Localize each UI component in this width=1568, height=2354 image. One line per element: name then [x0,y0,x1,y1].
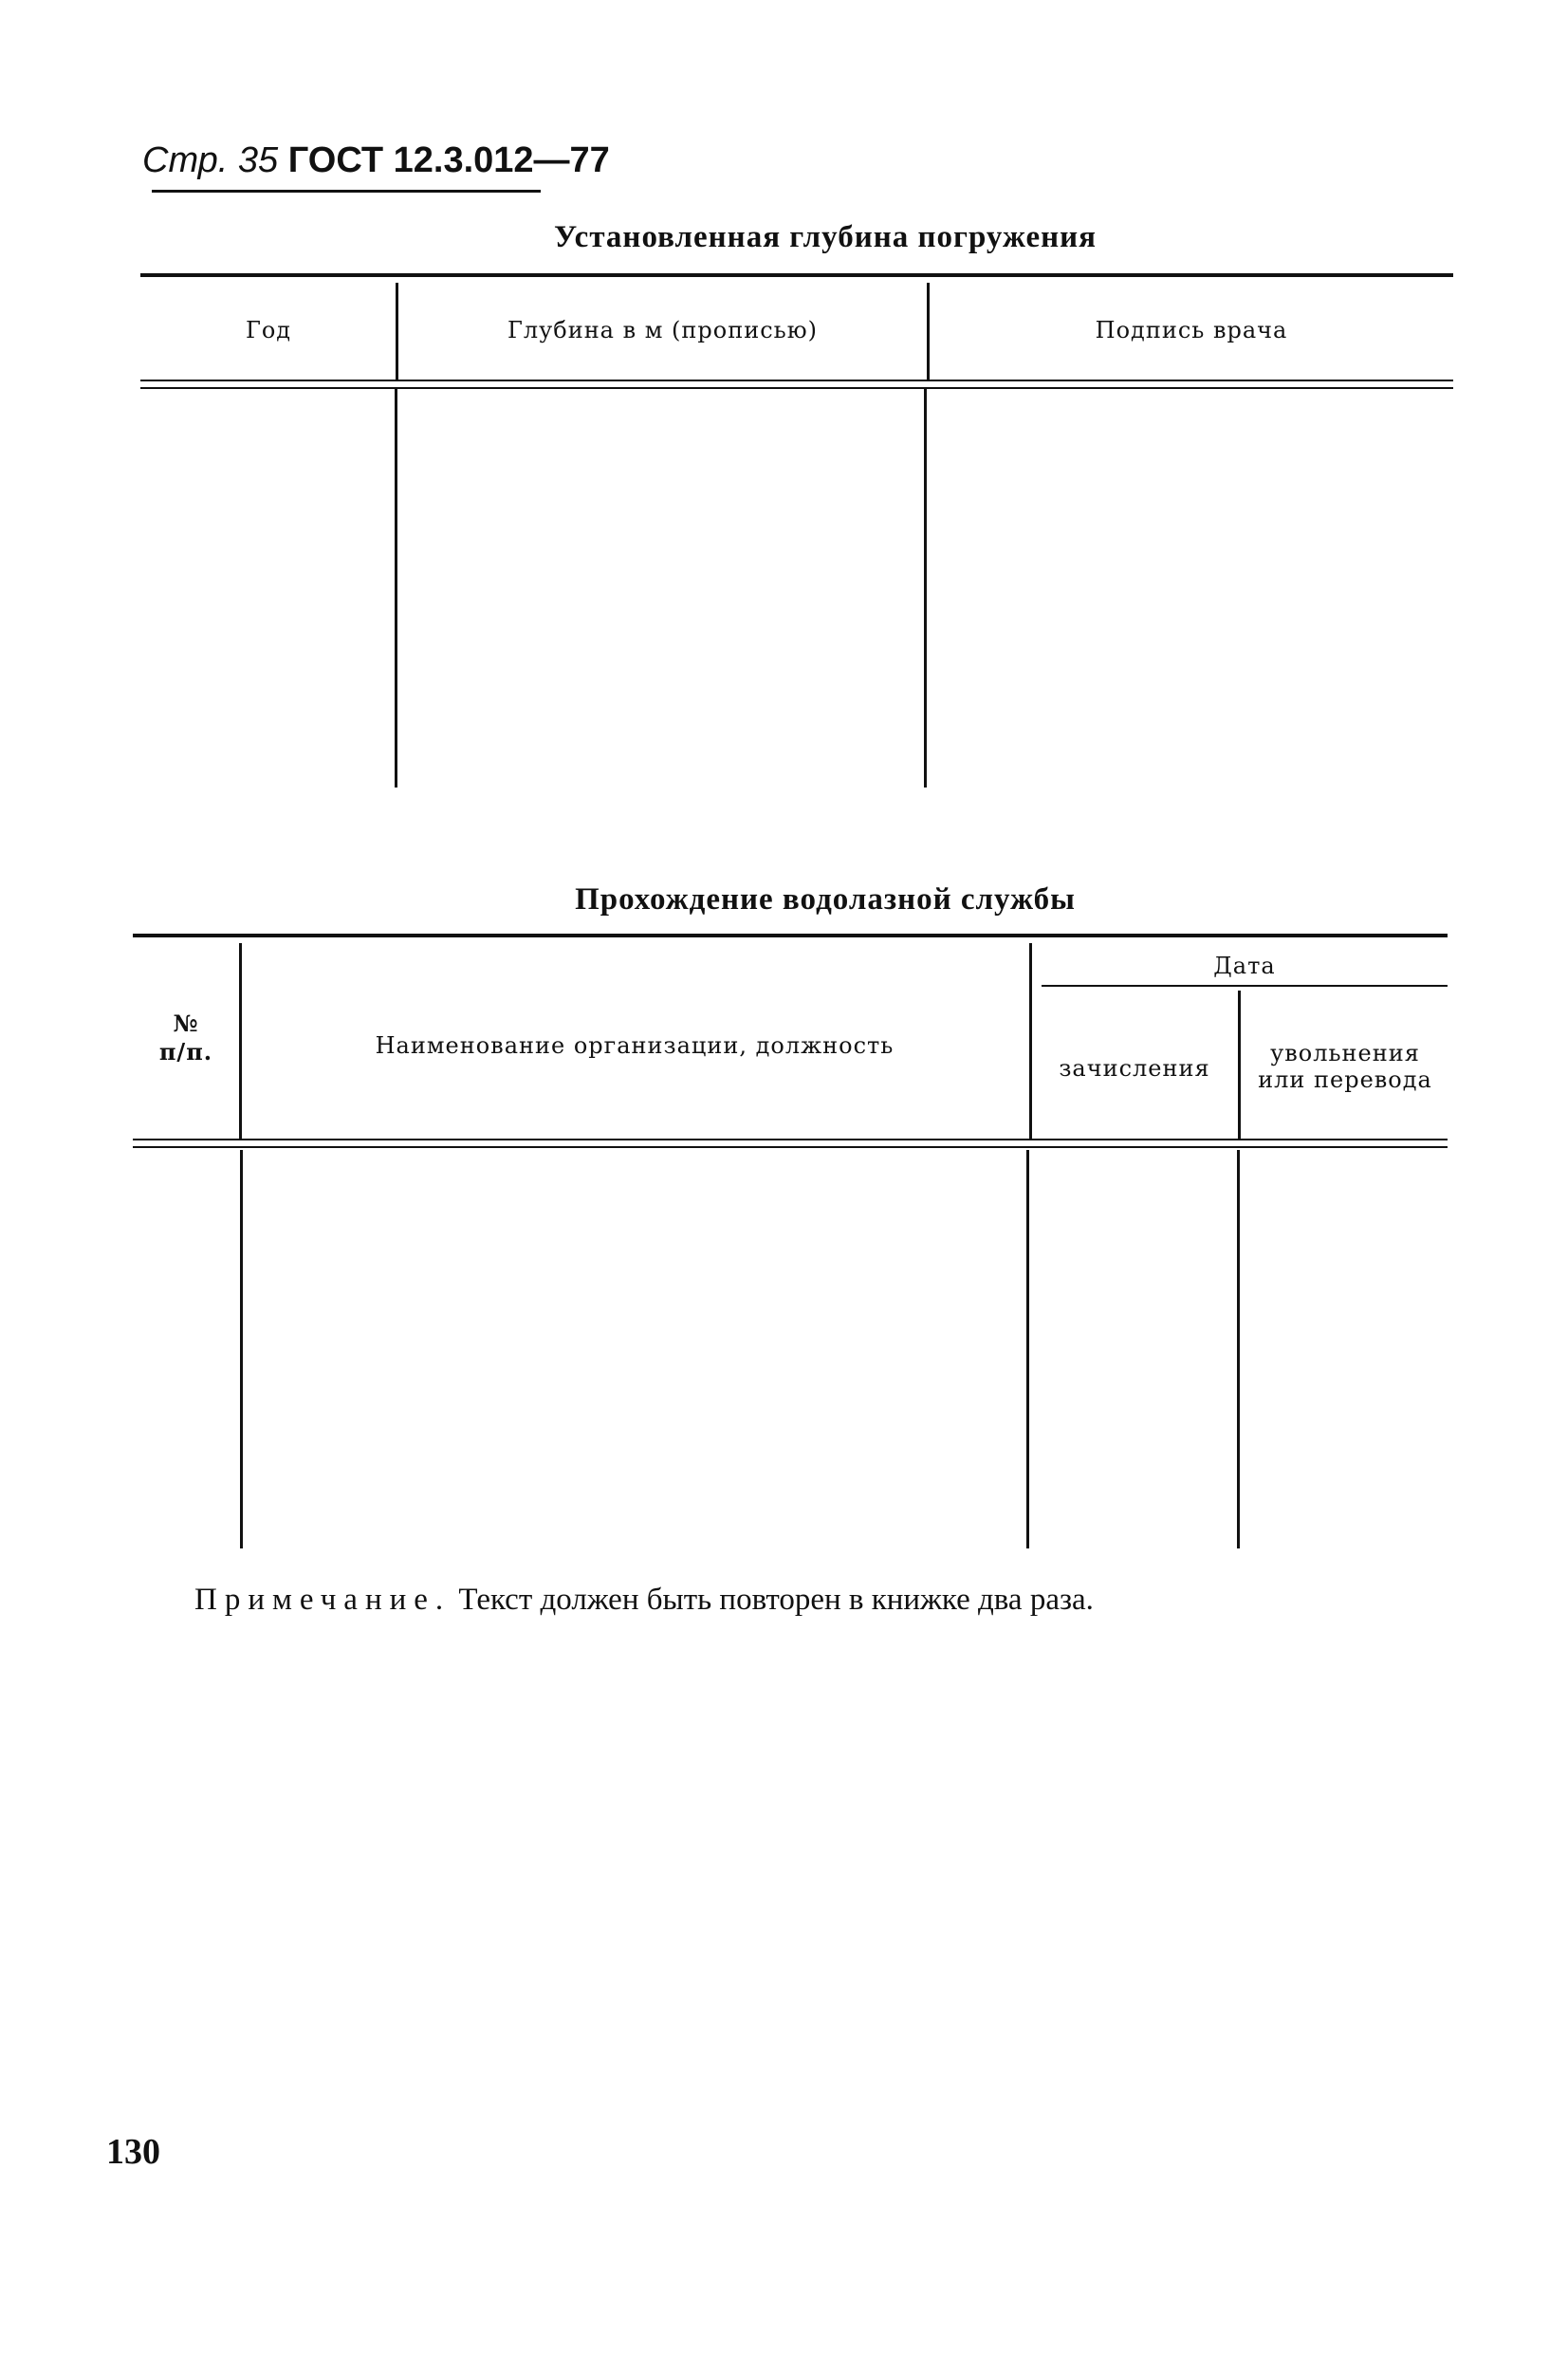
table2-header-number-symbol: № [173,1010,199,1037]
table2-header-enrollment: зачисления [1059,1055,1210,1082]
running-header [142,140,610,181]
document-code: ГОСТ 12.3.012—77 [287,140,610,180]
table2-header-dismissal-line1: увольнения [1270,1040,1420,1066]
table1-header-rule-2 [140,387,1453,389]
table1-title: Установленная глубина погружения [554,220,1097,254]
table2-date-rule [1042,985,1448,987]
note-text: Текст должен быть повторен в книжке два раза. [458,1583,1094,1617]
table1-header-year: Год [245,317,292,343]
table2-header-organization: Наименование организации, должность [375,1032,895,1059]
page-number: 130 [106,2132,160,2172]
table1-col-divider-2 [924,389,927,788]
table2-header-date: Дата [1213,953,1276,979]
table1-header-signature: Подпись врача [1095,317,1288,343]
table1-header-depth: Глубина в м (прописью) [507,317,818,343]
table2-col-divider-3-head [1238,991,1241,1139]
table2-col-divider-2-head [1029,943,1032,1139]
header-underline [152,190,541,193]
table2-header-rule-2 [133,1146,1448,1148]
table2-header-dismissal-line2: или перевода [1258,1066,1432,1093]
table2-title: Прохождение водолазной службы [575,882,1076,917]
table2-top-rule [133,934,1448,937]
table2-col-divider-1 [240,1150,243,1548]
table2-col-divider-2 [1026,1150,1029,1548]
table1-header-rule-1 [140,380,1453,381]
table2-header-rule-1 [133,1139,1448,1140]
note [194,1583,1094,1618]
page-reference: Стр. 35 [142,140,279,180]
table2-col-divider-3 [1237,1150,1240,1548]
table2-header-number-abbr: п/п. [158,1038,213,1066]
table2-col-divider-1-head [239,943,242,1139]
table1-top-rule [140,273,1453,277]
table1-col-divider-1 [395,389,397,788]
note-label: Примечание. [194,1583,452,1617]
